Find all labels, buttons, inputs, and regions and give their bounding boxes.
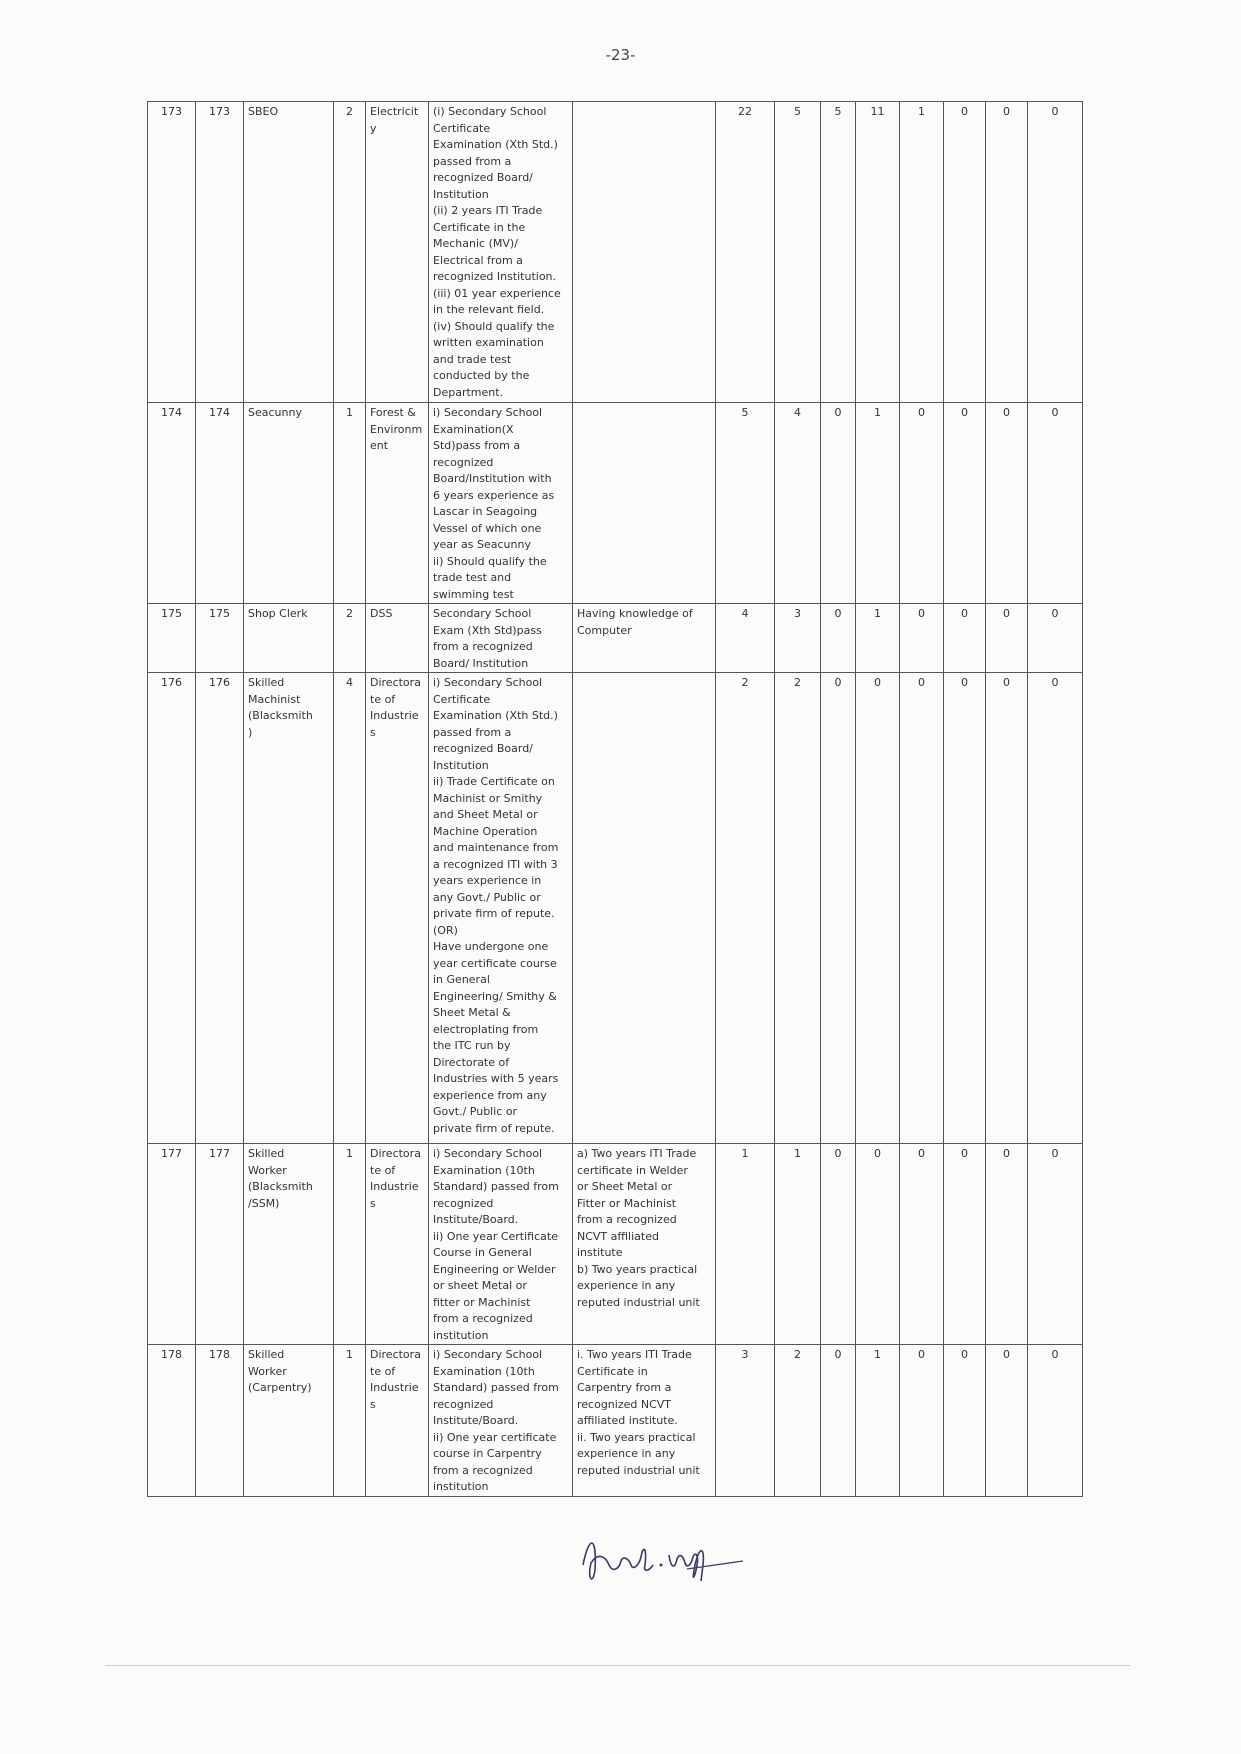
count-cell: 0 bbox=[1028, 604, 1083, 673]
count-cell: 0 bbox=[944, 604, 986, 673]
count-cell: 0 bbox=[986, 403, 1028, 604]
serial-number: 175 bbox=[148, 604, 196, 673]
count-cell: 1 bbox=[856, 604, 900, 673]
serial-number: 177 bbox=[148, 1144, 196, 1345]
count-cell: 0 bbox=[856, 1144, 900, 1345]
page-bottom-rule bbox=[105, 1665, 1130, 1666]
count-cell: 1 bbox=[856, 403, 900, 604]
post-number: 177 bbox=[196, 1144, 244, 1345]
count-cell: 22 bbox=[716, 102, 775, 403]
count-cell: 4 bbox=[775, 403, 821, 604]
post-number: 173 bbox=[196, 102, 244, 403]
count-cell: 2 bbox=[775, 673, 821, 1144]
count-cell: 0 bbox=[856, 673, 900, 1144]
essential-qualification: i) Secondary School Examination(X Std)pass from a recognized Board/Institution with 6 years experience as Lascar in Seagoing Vessel of which one year as Seacunny ii) Should qualify the trade test and swimming test bbox=[429, 403, 573, 604]
post-number: 175 bbox=[196, 604, 244, 673]
count-cell: 0 bbox=[944, 1345, 986, 1497]
serial-number: 174 bbox=[148, 403, 196, 604]
post-name: Shop Clerk bbox=[244, 604, 334, 673]
count-cell: 0 bbox=[944, 1144, 986, 1345]
vacancy-count: 1 bbox=[334, 1144, 366, 1345]
desirable-qualification bbox=[573, 403, 716, 604]
desirable-qualification: Having knowledge of Computer bbox=[573, 604, 716, 673]
post-number: 176 bbox=[196, 673, 244, 1144]
table-row bbox=[148, 1345, 1083, 1497]
department: Directora te of Industrie s bbox=[366, 673, 429, 1144]
signature bbox=[575, 1525, 755, 1595]
count-cell: 1 bbox=[856, 1345, 900, 1497]
count-cell: 0 bbox=[821, 604, 856, 673]
post-name: Skilled Worker (Blacksmith /SSM) bbox=[244, 1144, 334, 1345]
count-cell: 0 bbox=[1028, 673, 1083, 1144]
post-name: SBEO bbox=[244, 102, 334, 403]
count-cell: 0 bbox=[986, 1345, 1028, 1497]
count-cell: 0 bbox=[900, 1144, 944, 1345]
count-cell: 4 bbox=[716, 604, 775, 673]
count-cell: 0 bbox=[900, 673, 944, 1144]
count-cell: 0 bbox=[986, 673, 1028, 1144]
count-cell: 0 bbox=[944, 403, 986, 604]
count-cell: 2 bbox=[775, 1345, 821, 1497]
department: Directora te of Industrie s bbox=[366, 1144, 429, 1345]
table-row bbox=[148, 102, 1083, 403]
post-number: 178 bbox=[196, 1345, 244, 1497]
count-cell: 5 bbox=[775, 102, 821, 403]
count-cell: 0 bbox=[944, 102, 986, 403]
table-row bbox=[148, 673, 1083, 1144]
serial-number: 173 bbox=[148, 102, 196, 403]
count-cell: 0 bbox=[1028, 1144, 1083, 1345]
department: Directora te of Industrie s bbox=[366, 1345, 429, 1497]
count-cell: 11 bbox=[856, 102, 900, 403]
post-name: Skilled Machinist (Blacksmith ) bbox=[244, 673, 334, 1144]
count-cell: 0 bbox=[944, 673, 986, 1144]
essential-qualification: i) Secondary School Examination (10th Standard) passed from recognized Institute/Board. ii) One year Certificate Course in General Engineering or Welder or sheet Metal or fitter or Machinist from a recognized institution bbox=[429, 1144, 573, 1345]
table-row bbox=[148, 403, 1083, 604]
count-cell: 0 bbox=[821, 1144, 856, 1345]
count-cell: 1 bbox=[775, 1144, 821, 1345]
essential-qualification: Secondary School Exam (Xth Std)pass from a recognized Board/ Institution bbox=[429, 604, 573, 673]
desirable-qualification bbox=[573, 102, 716, 403]
essential-qualification: i) Secondary School Certificate Examination (Xth Std.) passed from a recognized Board/ Institution ii) Trade Certificate on Machinist or Smithy and Sheet Metal or Machine Operation and maintenance from a recognized ITI with 3 years experience in any Govt./ Public or private firm of repute. (OR) Have undergone one year certificate course in General Engineering/ Smithy & Sheet Metal & electroplating from the ITC run by Directorate of Industries with 5 years experience from any Govt./ Public or private firm of repute. bbox=[429, 673, 573, 1144]
count-cell: 2 bbox=[716, 673, 775, 1144]
vacancy-count: 1 bbox=[334, 1345, 366, 1497]
department: Electricit y bbox=[366, 102, 429, 403]
page-number: -23- bbox=[605, 46, 636, 64]
recruitment-table bbox=[147, 101, 1083, 1497]
vacancy-count: 2 bbox=[334, 102, 366, 403]
count-cell: 5 bbox=[821, 102, 856, 403]
vacancy-count: 1 bbox=[334, 403, 366, 604]
desirable-qualification: i. Two years ITI Trade Certificate in Carpentry from a recognized NCVT affiliated institute. ii. Two years practical experience in any reputed industrial unit bbox=[573, 1345, 716, 1497]
post-number: 174 bbox=[196, 403, 244, 604]
count-cell: 1 bbox=[716, 1144, 775, 1345]
count-cell: 0 bbox=[986, 604, 1028, 673]
serial-number: 176 bbox=[148, 673, 196, 1144]
desirable-qualification: a) Two years ITI Trade certificate in Welder or Sheet Metal or Fitter or Machinist from a recognized NCVT affiliated institute b) Two years practical experience in any reputed industrial unit bbox=[573, 1144, 716, 1345]
count-cell: 5 bbox=[716, 403, 775, 604]
vacancy-count: 2 bbox=[334, 604, 366, 673]
serial-number: 178 bbox=[148, 1345, 196, 1497]
count-cell: 0 bbox=[1028, 403, 1083, 604]
count-cell: 0 bbox=[986, 1144, 1028, 1345]
count-cell: 0 bbox=[1028, 1345, 1083, 1497]
table-row bbox=[148, 604, 1083, 673]
essential-qualification: (i) Secondary School Certificate Examination (Xth Std.) passed from a recognized Board/ Institution (ii) 2 years ITI Trade Certificate in the Mechanic (MV)/ Electrical from a recognized Institution. (iii) 01 year experience in the relevant field. (iv) Should qualify the written examination and trade test conducted by the Department. bbox=[429, 102, 573, 403]
department: Forest & Environm ent bbox=[366, 403, 429, 604]
count-cell: 0 bbox=[900, 403, 944, 604]
count-cell: 0 bbox=[821, 673, 856, 1144]
count-cell: 0 bbox=[1028, 102, 1083, 403]
post-name: Skilled Worker (Carpentry) bbox=[244, 1345, 334, 1497]
desirable-qualification bbox=[573, 673, 716, 1144]
count-cell: 3 bbox=[775, 604, 821, 673]
count-cell: 0 bbox=[900, 604, 944, 673]
count-cell: 1 bbox=[900, 102, 944, 403]
count-cell: 3 bbox=[716, 1345, 775, 1497]
count-cell: 0 bbox=[986, 102, 1028, 403]
count-cell: 0 bbox=[900, 1345, 944, 1497]
department: DSS bbox=[366, 604, 429, 673]
essential-qualification: i) Secondary School Examination (10th Standard) passed from recognized Institute/Board. ii) One year certificate course in Carpentry from a recognized institution bbox=[429, 1345, 573, 1497]
table-row bbox=[148, 1144, 1083, 1345]
count-cell: 0 bbox=[821, 1345, 856, 1497]
vacancy-count: 4 bbox=[334, 673, 366, 1144]
post-name: Seacunny bbox=[244, 403, 334, 604]
count-cell: 0 bbox=[821, 403, 856, 604]
